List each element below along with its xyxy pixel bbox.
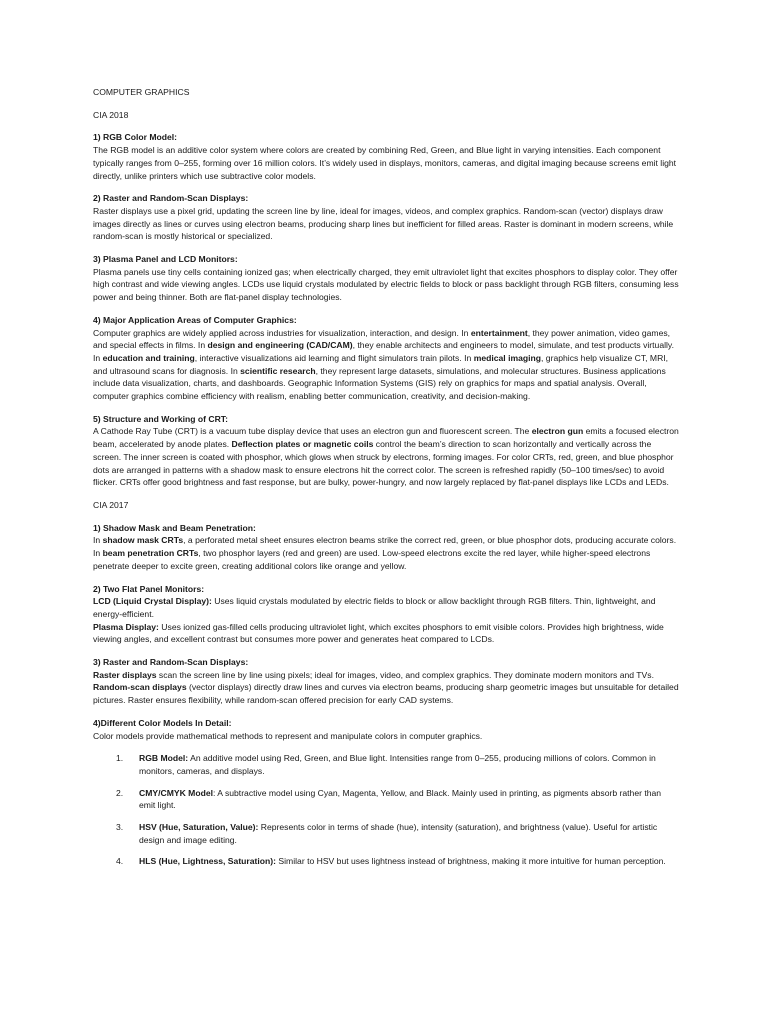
crt-structure-title: 5) Structure and Working of CRT: (93, 413, 228, 424)
raster-random-scan-title: 2) Raster and Random-Scan Displays: (93, 193, 249, 204)
document-body (93, 86, 679, 877)
raster-random-scan-body: Raster displays use a pixel grid, updating the screen line by line, ideal for images, videos, and complex graphics. Random-scan (vector) displays draw images directly as lines or curves using electron beams, producing sharp lines but inefficient for filled areas. Raster is dominant in modern screens, while random-scan is mostly historical or specialized. (93, 205, 674, 242)
lcd-paragraph: LCD (Liquid Crystal Display): Uses liquid crystals modulated by electric fields to block or allow backlight through RGB filters. Thin, lightweight, and energy-efficient. (93, 596, 656, 619)
plasma-paragraph: Plasma Display: Uses ionized gas-filled cells producing ultraviolet light, which excites phosphors to emit visible colors. Provides high brightness, wide viewing angles, and excellent contrast but consumes more power and generates heat compared to LCDs. (93, 621, 664, 645)
crt-structure-body: A Cathode Ray Tube (CRT) is a vacuum tube display device that uses an electron gun and fluorescent screen. The electron gun emits a focused electron beam, accelerated by anode plates. Deflection plates or magnetic coils control the beam’s direction to scan horizontally and vertically across the screen. The inner screen is coated with phosphor, which glows when struck by electrons, forming images. For color CRTs, red, green, and blue phosphor dots are arranged in patterns with a shadow mask to ensure electrons hit the correct color. The screen is refreshed rapidly (50–100 times/sec) to avoid flicker. CRTs offer good brightness and fast response, but are bulky, power-hungry, and now largely replaced by flat-panel displays like LCDs and LEDs. (93, 426, 679, 488)
section-heading-cia-2018: CIA 2018 (93, 109, 129, 120)
section-heading-cia-2017: CIA 2017 (93, 499, 129, 510)
shadow-mask-title: 1) Shadow Mask and Beam Penetration: (93, 522, 256, 533)
random-scan-paragraph: Random-scan displays (vector displays) directly draw lines and curves via electron beams, producing sharp geometric images but unsuitable for detailed pictures. Raster ensures flexibility, while random-scan offered precision for early CAD systems. (93, 682, 679, 706)
raster-random-scan-2017-title: 3) Raster and Random-Scan Displays: (93, 657, 249, 668)
color-models-title: 4)Different Color Models In Detail: (93, 717, 232, 728)
color-models-list (93, 752, 679, 868)
rgb-color-model-title: 1) RGB Color Model: (93, 132, 178, 143)
plasma-lcd-title: 3) Plasma Panel and LCD Monitors: (93, 254, 238, 265)
rgb-color-model-body: The RGB model is an additive color system where colors are created by combining Red, Green, and Blue light in varying intensities. Each component typically ranges from 0–255, forming over 16 million colors. It’s widely used in displays, monitors, cameras, and digital imaging because screens emit light directly, unlike printers which use subtractive color models. (93, 145, 677, 181)
shadow-mask-body: In shadow mask CRTs, a perforated metal sheet ensures electron beams strike the correct red, green, or blue phosphor dots, producing accurate colors. In beam penetration CRTs, two phosphor layers (red and green) are used. Low-speed electrons excite the red layer, while higher-speed electrons penetrate deeper to excite green, creating additional colors like orange and yellow. (93, 535, 677, 571)
list-item: 1. RGB Model: An additive model using Red, Green, and Blue light. Intensities range from 0–255, producing millions of colors. Common in monitors, cameras, and displays. (116, 753, 656, 776)
document-title: COMPUTER GRAPHICS (93, 87, 190, 97)
raster-paragraph: Raster displays scan the screen line by line using pixels; ideal for images, video, and complex graphics. They dominate modern monitors and TVs. (93, 669, 654, 680)
list-item: 2. CMY/CMYK Model: A subtractive model using Cyan, Magenta, Yellow, and Black. Mainly used in printing, as pigments absorb rather than emit light. (116, 787, 662, 811)
application-areas-body: Computer graphics are widely applied across industries for visualization, interaction, and design. In entertainment, they power animation, video games, and special effects in films. In design and engineering (CAD/CAM), they enable architects and engineers to model, simulate, and test products virtually. In education and training, interactive visualizations aid learning and flight simulators train pilots. In medical imaging, graphics help visualize CT, MRI, and ultrasound scans for diagnosis. In scientific research, they represent large datasets, simulations, and molecular structures. Business applications include data visualization, charts, and dashboards. Geographic Information Systems (GIS) rely on graphics for maps and spatial analysis. Overall, computer graphics combine efficiency with realism, enabling better communication, creativity, and decision-making. (93, 327, 674, 402)
list-item: 4. HLS (Hue, Lightness, Saturation): Similar to HSV but uses lightness instead of brightness, making it more intuitive for human perception. (116, 856, 666, 867)
color-models-intro: Color models provide mathematical methods to represent and manipulate colors in computer graphics. (93, 730, 483, 741)
application-areas-title: 4) Major Application Areas of Computer Graphics: (93, 314, 297, 325)
list-item: 3. HSV (Hue, Saturation, Value): Represents color in terms of shade (hue), intensity (saturation), and brightness (value). Useful for artistic design and image editing. (116, 822, 658, 845)
plasma-lcd-body: Plasma panels use tiny cells containing ionized gas; when electrically charged, they emit ultraviolet light that excites phosphors to display color. They offer high contrast and wide viewing angles. LCDs use liquid crystals modulated by electric fields to block or pass backlight through RGB filters, consuming less power and being thinner. Both are flat-panel display technologies. (93, 266, 679, 303)
flat-panel-title: 2) Two Flat Panel Monitors: (93, 583, 205, 594)
